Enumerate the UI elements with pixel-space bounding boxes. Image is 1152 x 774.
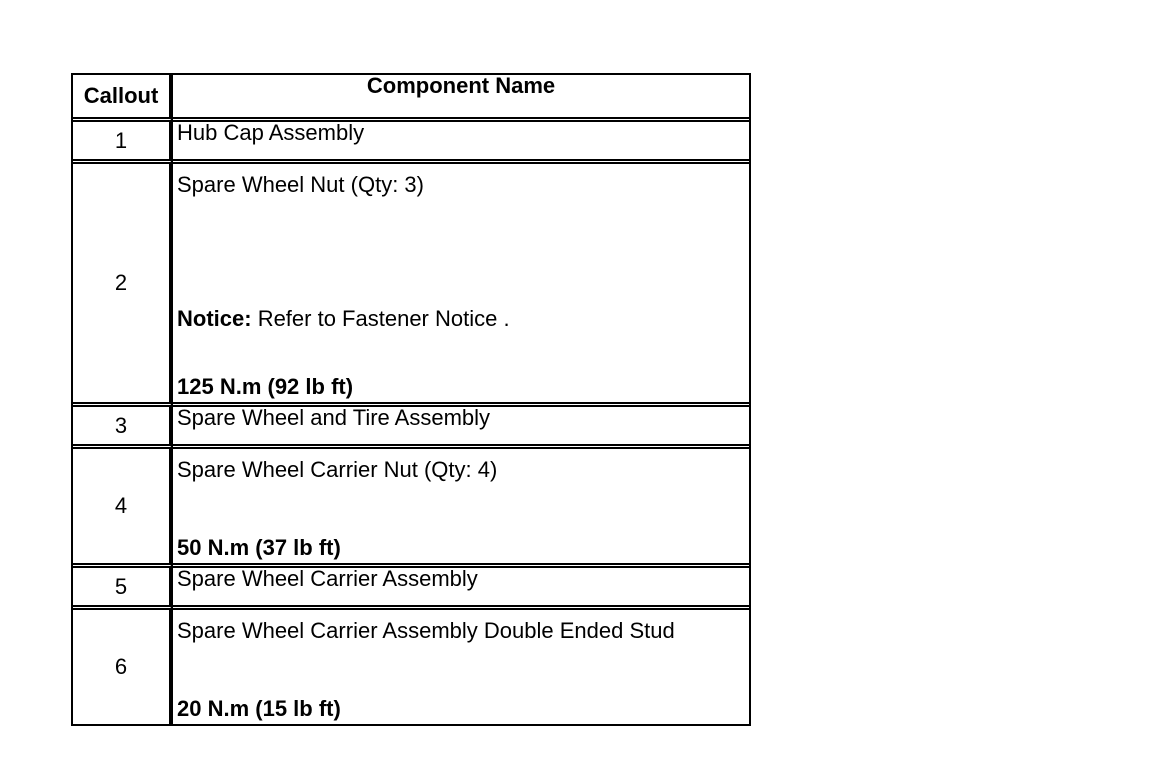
table-row: [73, 449, 749, 568]
callout-cell: 5: [73, 568, 173, 610]
component-name-cell: Spare Wheel Carrier Assembly: [173, 568, 749, 610]
column-header-callout: Callout: [73, 75, 173, 122]
notice-label: Notice:: [177, 306, 252, 331]
component-name-cell: Spare Wheel and Tire Assembly: [173, 407, 749, 449]
callout-cell: 3: [73, 407, 173, 449]
table-row: [73, 164, 749, 407]
callout-cell: 6: [73, 610, 173, 724]
table-row: [73, 407, 749, 449]
component-name: Spare Wheel Carrier Nut (Qty: 4): [177, 457, 498, 482]
component-name-cell: Hub Cap Assembly: [173, 122, 749, 164]
notice-line: [177, 308, 510, 330]
callout-cell: 1: [73, 122, 173, 164]
table-header-row: [73, 75, 749, 122]
component-name-cell: [173, 610, 749, 724]
component-name-cell: [173, 449, 749, 568]
callout-cell: 2: [73, 164, 173, 407]
notice-text: Refer to Fastener Notice .: [257, 306, 510, 331]
table-row: [73, 122, 749, 164]
table-row: [73, 568, 749, 610]
component-name: Spare Wheel Carrier Assembly Double Ended Stud: [177, 618, 675, 643]
component-table: [71, 73, 751, 726]
torque-spec: 125 N.m (92 lb ft): [177, 374, 354, 399]
column-header-component-name: Component Name: [173, 75, 749, 122]
torque-spec: 50 N.m (37 lb ft): [177, 535, 341, 560]
component-name: Spare Wheel Nut (Qty: 3): [177, 172, 424, 197]
table-row: [73, 610, 749, 724]
torque-spec: 20 N.m (15 lb ft): [177, 696, 341, 721]
component-name-cell: [173, 164, 749, 407]
callout-cell: 4: [73, 449, 173, 568]
